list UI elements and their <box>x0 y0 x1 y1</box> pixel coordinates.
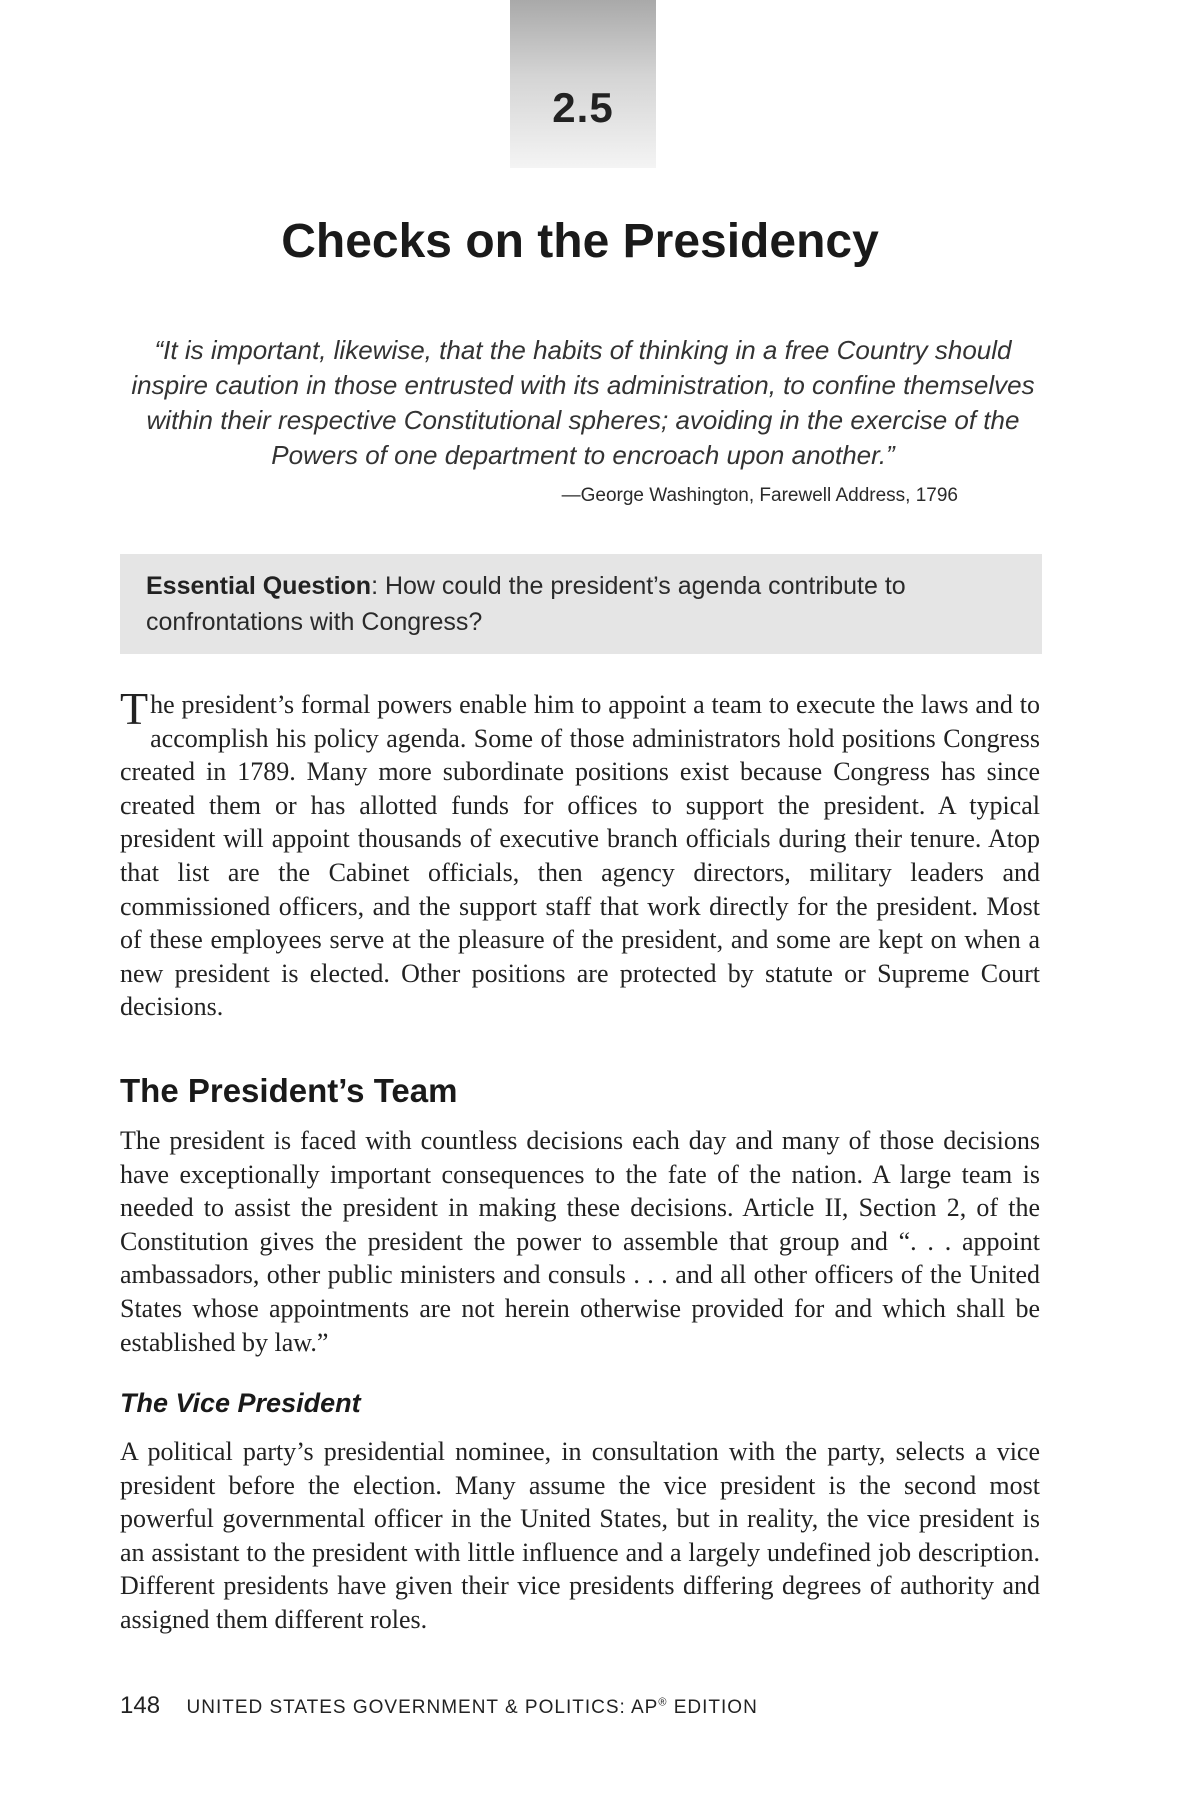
running-title-edition: EDITION <box>667 1697 758 1718</box>
essential-question-box <box>120 554 1042 654</box>
drop-cap: T <box>120 683 149 734</box>
essential-question-text: How could the president’s agenda contribute to confrontations with Congress? <box>146 572 906 636</box>
running-title <box>187 1697 758 1718</box>
section-number: 2.5 <box>552 84 614 131</box>
intro-text: he president’s formal powers enable him to appoint a team to execute the laws and to accomplish his policy agenda. Some of those administrators hold positions Congress created in 1789. Many more subordinate positions exist because Congress has since created them or has allotted funds for offices to support the president. A typical president will appoint thousands of executive branch officials during their tenure. Atop that list are the Cabinet officials, then agency directors, military leaders and commissioned officers, and the support staff that work directly for the president. Most of these employees serve at the pleasure of the president, and some are kept on when a new president is elected. Other positions are protected by statute or Supreme Court decisions. <box>120 690 1040 1022</box>
running-title-main: UNITED STATES GOVERNMENT & POLITICS: AP <box>186 1697 659 1718</box>
essential-question-separator: : <box>371 572 379 600</box>
subheading-vice-president: The Vice President <box>120 1388 361 1418</box>
chapter-title: Checks on the Presidency <box>281 215 879 268</box>
epigraph-quote: “It is important, likewise, that the habits of thinking in a free Country should inspire caution in those entrusted with its administration, to confine themselves within their respective Constitutional spheres; avoiding in the exercise of the Powers of one department to encroach upon another.” <box>131 335 1035 470</box>
section-tab <box>510 0 656 168</box>
section-heading-presidents-team: The President’s Team <box>120 1072 458 1109</box>
essential-question-label: Essential Question <box>146 572 372 600</box>
vice-president-paragraph: A political party’s presidential nominee, in consultation with the party, selects a vice president before the election. Many assume the vice president is the second most powerful governmental officer in the United States, but in reality, the vice president is an assistant to the president with little influence and a largely undefined job description. Different presidents have given their vice presidents differing degrees of authority and assigned them different roles. <box>120 1437 1040 1634</box>
page-footer <box>120 1692 1020 1720</box>
page-number: 148 <box>120 1692 161 1719</box>
intro-paragraph <box>120 683 1040 1024</box>
registered-mark: ® <box>658 1696 668 1709</box>
epigraph-attribution: —George Washington, Farewell Address, 1796 <box>561 485 958 506</box>
presidents-team-paragraph: The president is faced with countless decisions each day and many of those decisions have exceptionally important consequences to the fate of the nation. A large team is needed to assist the president in making these decisions. Article II, Section 2, of the Constitution gives the president the power to assemble that group and “. . . appoint ambassadors, other public ministers and consuls . . . and all other officers of the United States whose appointments are not herein otherwise provided for and which shall be established by law.” <box>120 1126 1040 1357</box>
